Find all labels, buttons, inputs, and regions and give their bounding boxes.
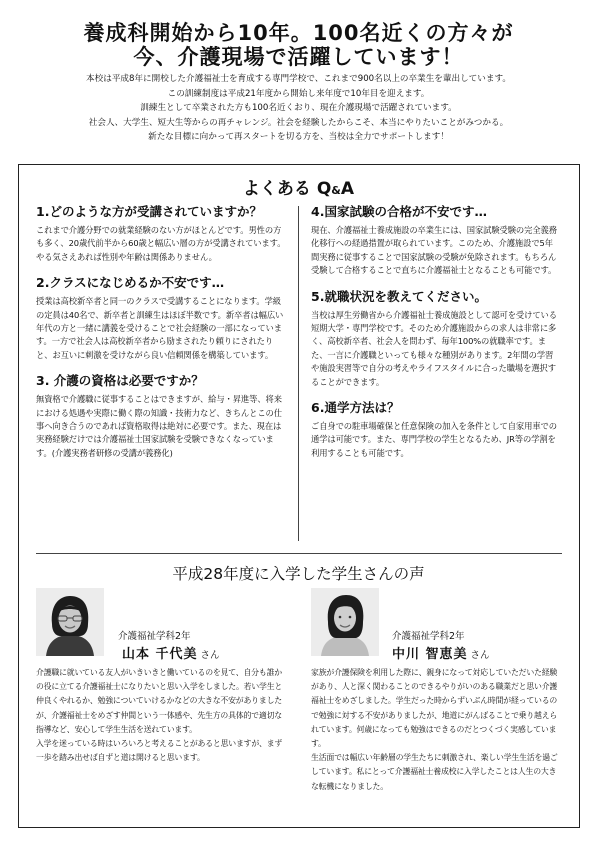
voices-title: 平成28年度に入学した学生さんの声 — [172, 565, 425, 583]
faq-answer: ご自身での駐車場確保と任意保険の加入を条件として自家用車での通学は可能です。また、専門学校の学生となるため、JR等の学割を利用することも可能です。 — [311, 421, 557, 458]
faq-answer: 無資格で介護職に従事することはできますが、給与・昇進等、将来における処遇や実際に働く際の知識・技術力など、きちんとこの仕事へ向き合うのであれば資格取得は絶対に必要です。また、現在は実務経験だけでは介護福祉士国家試験を受験できなくなっています。(介護実務者研修の受講が義務化) — [36, 394, 282, 458]
faq-question: 3. 介護の資格は必要ですか？ — [36, 373, 204, 389]
student-photo — [36, 588, 104, 656]
student-portrait-icon — [311, 588, 379, 656]
section-divider — [36, 553, 562, 554]
intro-line: 本校は平成8年に開校した介護福祉士を育成する専門学校で、これまで900名以上の卒業生を輩出しています。 — [86, 74, 511, 84]
column-divider — [298, 206, 299, 541]
intro-line: 社会人、大学生、短大生等からの再チャレンジ。社会を経験したからこそ、本当にやりたいことがみつかる。 — [88, 117, 509, 128]
faq-answer: 授業は高校新卒者と同一のクラスで受講することになります。学級の定員は40名で、新卒者と訓練生はほぼ半数です。新卒者は幅広い年代の方と一緒に講義を受けることで社会経験の一部になっています。一方で社会人は高校新卒者から励まされたり頼りにされたりと、お互いに刺激を受けながら良い信頼関係を構築しています。 — [36, 296, 284, 360]
student-name-text: 山本 千代美 — [122, 647, 198, 662]
faq-question: 5.就職状況を教えてください。 — [311, 288, 487, 304]
testimonial-paragraph: 家族が介護保険を利用した際に、親身になって対応していただいた経験があり、人と深く関わることのできるやりがいのある職業だと思い介護福祉士をめざしました。学生だった時からずいぶん時間が経っているので勉強に対する不安がありましたが、地道にがんばることで乗り越えられています。何歳になっても勉強はできるのだとつくづく実感しています。 — [311, 668, 558, 749]
headline-line-1: 養成科開始から10年。100名近くの方々が — [83, 21, 514, 45]
faq-title — [0, 174, 597, 199]
student-name — [122, 643, 220, 662]
student-portrait-icon — [36, 588, 104, 656]
student-name-text: 中川 智恵美 — [392, 647, 468, 662]
faq-title-q: Q — [316, 179, 332, 199]
student-testimonial — [311, 666, 563, 794]
faq-title-amp: & — [331, 184, 341, 197]
faq-answer: これまで介護分野での就業経験のない方がほとんどです。男性の方も多く、20歳代前半から60歳と幅広い層の方が受講されています。やる気さえあれば性別や年齢は関係ありません。 — [36, 225, 286, 262]
testimonial-paragraph: 介護職に就いている友人がいきいきと働いているのを見て、自分も誰かの役に立てる介護福祉士になりたいと思い入学をしました。若い学生と仲良くやれるか、勉強についていけるかなどの大きな不安がありましたが、介護福祉士をめざす仲間という一体感や、先生方の具体的で適切な指導など、安心して学生生活を送れています。 — [36, 668, 283, 734]
faq-title-a: A — [340, 179, 355, 199]
intro-text — [0, 72, 597, 145]
testimonial-paragraph: 生活面では幅広い年齢層の学生たちに刺激され、楽しい学生生活を過ごしています。私にとって介護福祉士養成校に入学したことは人生の大きな転機になりました。 — [311, 753, 558, 791]
intro-line: この訓練制度は平成21年度から開始し来年度で10年目を迎えます。 — [167, 88, 430, 99]
faq-answer: 現在、介護福祉士養成施設の卒業生には、国家試験受験の完全義務化移行への経過措置が取られています。このため、介護施設で5年間実務に従事することで国家試験の受験が免除されます。もちろん受験して合格することで直ちに介護福祉士となることも可能です。 — [311, 225, 557, 276]
intro-line: 訓練生として卒業された方も100名近くおり、現在介護現場で活躍されています。 — [140, 103, 457, 113]
faq-title-main: よくある — [242, 179, 311, 199]
faq-column-left — [36, 204, 286, 471]
student-testimonial — [36, 666, 288, 765]
headline-line-2: 今、介護現場で活躍しています！ — [133, 45, 464, 69]
faq-question: 6.通学方法は？ — [311, 400, 400, 416]
student-honorific: さん — [470, 650, 490, 661]
faq-question: 1.どのような方が受講されていますか？ — [36, 204, 262, 219]
faq-column-right — [311, 204, 561, 471]
student-photo — [311, 588, 379, 656]
student-department: 介護福祉学科2年 — [118, 631, 191, 642]
intro-line: 新たな目標に向かって再スタートを切る方を、当校は全力でサポートします！ — [148, 132, 449, 142]
student-department: 介護福祉学科2年 — [392, 631, 465, 642]
testimonial-paragraph: 入学を迷っている時はいろいろと考えることがあると思いますが、まず一歩を踏み出せば自ずと道は開けると思います。 — [36, 739, 283, 763]
faq-question: 4.国家試験の合格が不安です… — [311, 204, 487, 219]
faq-question: 2.クラスになじめるか不安です… — [36, 275, 225, 291]
faq-answer: 当校は厚生労働省から介護福祉士養成施設として認可を受けている短期大学・専門学校です。そのため介護施設からの求人は非常に多く、高校新卒者、社会人を問わず、毎年100%の就職率です。また、一言に介護職といっても様々な種別があります。2年間の学習や施設実習等で自分の考えやライフスタイルに合った職場を選択することができます。 — [311, 309, 557, 387]
student-honorific: さん — [200, 650, 220, 661]
student-name — [392, 643, 490, 662]
